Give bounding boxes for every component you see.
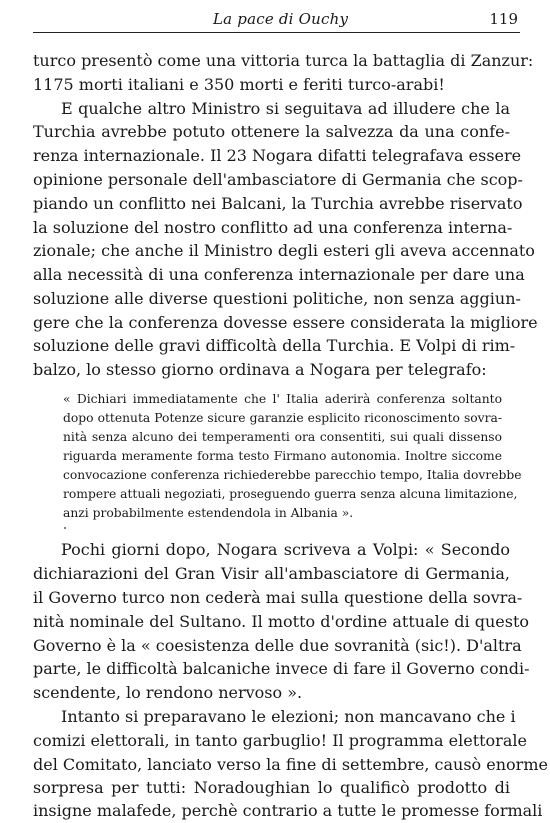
quote-line: convocazione conferenza richiederebbe parecchio tempo, Italia dovrebbe bbox=[63, 468, 522, 482]
body-line: scendente, lo rendono nervoso ». bbox=[33, 683, 303, 702]
body-line: il Governo turco non cederà mai sulla questione della sovra- bbox=[33, 588, 523, 607]
page-number: 119 bbox=[489, 10, 518, 28]
body-line: del Comitato, lanciato verso la fine di settembre, causò enorme bbox=[33, 755, 548, 774]
page-header bbox=[33, 6, 520, 33]
paragraph-first-line: Intanto si preparavano le elezioni; non mancavano che i bbox=[61, 707, 516, 726]
body-line: renza internazionale. Il 23 Nogara difatti telegrafava essere bbox=[33, 146, 522, 165]
quote-line: nità senza alcuno dei temperamenti ora consentiti, sui quali dissenso bbox=[63, 430, 502, 444]
paragraph-first-line: Pochi giorni dopo, Nogara scriveva a Volpi: « Secondo bbox=[61, 540, 510, 559]
body-line: dichiarazioni del Gran Visir all'ambasciatore di Germania, bbox=[33, 564, 510, 583]
body-line: gere che la conferenza dovesse essere considerata la migliore bbox=[33, 313, 538, 332]
body-line: insigne malafede, perchè contrario a tutte le promesse formali bbox=[33, 801, 543, 820]
body-line: soluzione alle diverse questioni politiche, non senza aggiun- bbox=[33, 289, 521, 308]
quote-line: anzi probabilmente estendendola in Albania ». bbox=[63, 506, 354, 520]
quote-line: riguarda meramente forma testo Firmano autonomia. Inoltre siccome bbox=[63, 449, 502, 463]
body-line: piando un conflitto nei Balcani, la Turchia avrebbe riservato bbox=[33, 194, 523, 213]
quote-line: dopo ottenuta Potenze sicure garanzie esplicito riconoscimento sovra- bbox=[63, 411, 502, 425]
ink-speck bbox=[64, 527, 66, 529]
body-line: nità nominale del Sultano. Il motto d'ordine attuale di questo bbox=[33, 612, 530, 631]
body-line: turco presentò come una vittoria turca la battaglia di Zanzur: bbox=[33, 51, 534, 70]
body-line: Governo è la « coesistenza delle due sovranità (sic!). D'altra bbox=[33, 636, 522, 655]
body-line: soluzione delle gravi difficoltà della Turchia. E Volpi di rim- bbox=[33, 336, 516, 355]
body-line: zionale; che anche il Ministro degli esteri gli aveva accennato bbox=[33, 241, 535, 260]
body-line: opinione personale dell'ambasciatore di Germania che scop- bbox=[33, 170, 523, 189]
quote-line: rompere attuali negoziati, proseguendo guerra senza alcuna limitazione, bbox=[63, 487, 518, 501]
quote-line: « Dichiari immediatamente che l' Italia aderirà conferenza soltanto bbox=[63, 392, 502, 406]
body-line: alla necessità di una conferenza internazionale per dare una bbox=[33, 265, 525, 284]
body-line: comizi elettorali, in tanto garbuglio! Il programma elettorale bbox=[33, 731, 527, 750]
paragraph-first-line: E qualche altro Ministro si seguitava ad illudere che la bbox=[61, 99, 510, 118]
running-title: La pace di Ouchy bbox=[213, 10, 349, 28]
body-line: Turchia avrebbe potuto ottenere la salvezza da una confe- bbox=[33, 122, 510, 141]
body-line: balzo, lo stesso giorno ordinava a Nogara per telegrafo: bbox=[33, 360, 487, 379]
body-line: 1175 morti italiani e 350 morti e feriti turco-arabi! bbox=[33, 75, 445, 94]
body-line: sorpresa per tutti: Noradoughian lo qualificò prodotto di bbox=[33, 778, 510, 797]
body-line: parte, le difficoltà balcaniche invece di fare il Governo condi- bbox=[33, 659, 530, 678]
body-line: la soluzione del nostro conflitto ad una conferenza interna- bbox=[33, 218, 513, 237]
